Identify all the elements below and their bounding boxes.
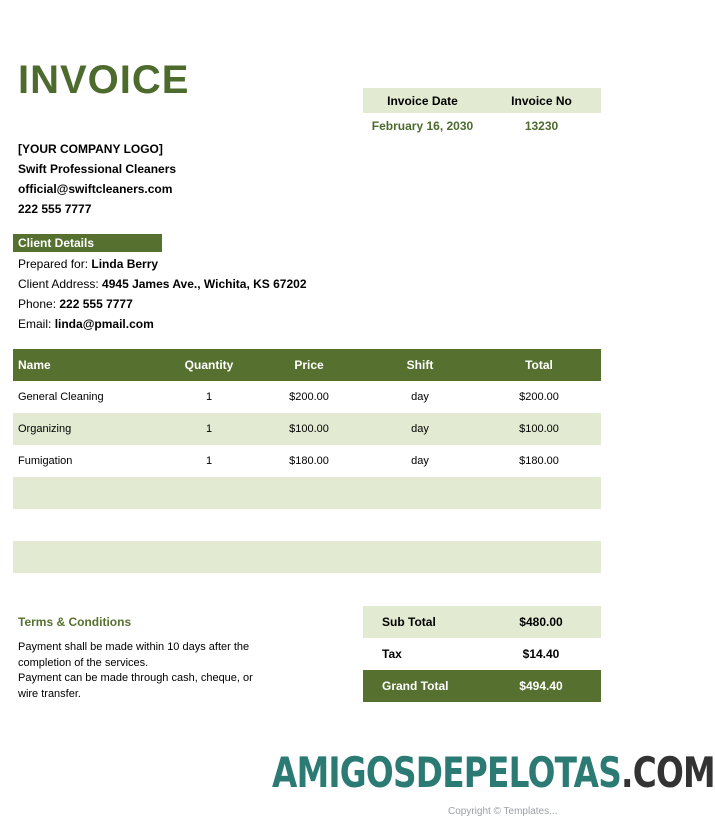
cell-total: $200.00 (519, 391, 559, 403)
items-table (13, 349, 601, 573)
header-total: Total (525, 358, 553, 372)
company-logo-placeholder: [YOUR COMPANY LOGO] (18, 142, 163, 156)
cell-total: $180.00 (519, 455, 559, 467)
cell-shift: day (411, 455, 429, 467)
watermark (272, 748, 715, 797)
cell-name: Fumigation (18, 455, 73, 467)
company-info (18, 139, 176, 219)
subtotal-label: Sub Total (382, 615, 436, 629)
invoice-number-label: Invoice No (511, 94, 572, 108)
cell-shift: day (411, 423, 429, 435)
grand-total-value: $494.40 (519, 679, 563, 693)
grand-total-label: Grand Total (382, 679, 449, 693)
table-row-empty (13, 509, 601, 541)
table-header-row (13, 349, 601, 381)
tax-label: Tax (382, 647, 402, 661)
table-row-empty (13, 477, 601, 509)
subtotal-row (363, 606, 601, 638)
client-details-heading: Client Details (13, 234, 162, 252)
cell-price: $100.00 (289, 423, 329, 435)
cell-name: General Cleaning (18, 391, 104, 403)
company-phone: 222 555 7777 (18, 202, 92, 216)
header-quantity: Quantity (184, 358, 234, 372)
terms-title: Terms & Conditions (18, 615, 132, 629)
invoice-meta-values (363, 113, 601, 138)
table-row (13, 445, 601, 477)
table-row-empty (13, 541, 601, 573)
totals-box (363, 606, 601, 702)
terms-line-2: Payment can be made through cash, cheque, or wire transfer. (18, 672, 253, 700)
cell-total: $100.00 (519, 423, 559, 435)
invoice-number: 13230 (524, 119, 559, 133)
client-phone: Phone: 222 555 7777 (18, 297, 133, 311)
tax-row (363, 638, 601, 670)
header-name: Name (18, 358, 51, 372)
client-address: Client Address: 4945 James Ave., Wichita, KS 67202 (18, 277, 307, 291)
header-price: Price (294, 358, 324, 372)
cell-shift: day (411, 391, 429, 403)
cell-quantity: 1 (205, 423, 213, 435)
cell-quantity: 1 (205, 391, 213, 403)
watermark-text-tld: .COM (621, 748, 715, 797)
subtotal-value: $480.00 (519, 615, 563, 629)
header-shift: Shift (406, 358, 434, 372)
cell-quantity: 1 (205, 455, 213, 467)
cell-name: Organizing (18, 423, 72, 435)
terms-text (18, 640, 258, 702)
table-row (13, 381, 601, 413)
tax-value: $14.40 (522, 647, 560, 661)
client-email: Email: linda@pmail.com (18, 317, 154, 331)
cell-price: $180.00 (289, 455, 329, 467)
copyright-text: Copyright © Templates... (448, 806, 558, 817)
company-email: official@swiftcleaners.com (18, 182, 173, 196)
grand-total-row (363, 670, 601, 702)
terms-line-1: Payment shall be made within 10 days after the completion of the services. (18, 641, 250, 669)
client-prepared-for: Prepared for: Linda Berry (18, 257, 159, 271)
company-name: Swift Professional Cleaners (18, 162, 177, 176)
table-row (13, 413, 601, 445)
invoice-meta-header (363, 88, 601, 113)
watermark-text-main: AMIGOSDEPELOTAS (272, 748, 622, 797)
invoice-date-label: Invoice Date (387, 94, 458, 108)
cell-price: $200.00 (289, 391, 329, 403)
invoice-title: INVOICE (18, 58, 190, 102)
client-info (18, 254, 307, 334)
invoice-date: February 16, 2030 (371, 119, 474, 133)
